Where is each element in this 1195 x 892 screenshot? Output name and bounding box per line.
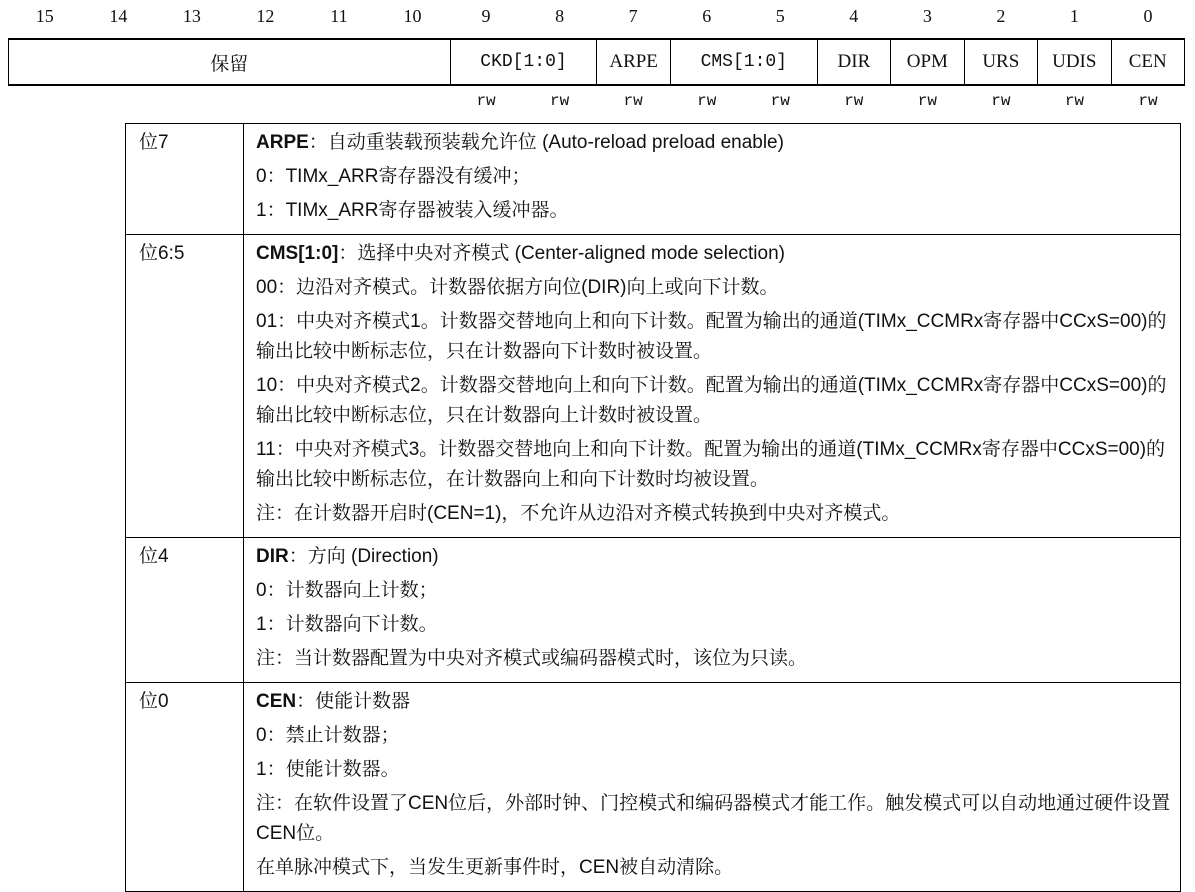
access-cell: rw bbox=[917, 92, 937, 110]
bit-title: ：自动重装载预装载允许位 (Auto-reload preload enable) bbox=[308, 132, 784, 153]
description-line: 1：使能计数器。 bbox=[256, 759, 400, 780]
bit-description-table bbox=[125, 123, 1181, 892]
field-dir: DIR bbox=[817, 40, 890, 84]
access-cell: rw bbox=[1138, 92, 1158, 110]
bit-number: 13 bbox=[182, 6, 201, 26]
description-line: 0：禁止计数器； bbox=[256, 725, 400, 746]
access-cell: rw bbox=[770, 92, 790, 110]
bit-number: 11 bbox=[330, 6, 348, 26]
access-cell: rw bbox=[476, 92, 496, 110]
bit-description bbox=[244, 683, 1181, 892]
bit-number: 3 bbox=[922, 6, 932, 26]
bit-position: 位0 bbox=[126, 683, 244, 892]
access-cell bbox=[8, 92, 82, 114]
access-row bbox=[8, 92, 1185, 114]
bit-name: CMS[1:0] bbox=[256, 243, 339, 264]
bit-number: 1 bbox=[1069, 6, 1079, 26]
field-arpe: ARPE bbox=[596, 40, 669, 84]
bit-number: 6 bbox=[702, 6, 712, 26]
access-cell: rw bbox=[1064, 92, 1085, 110]
access-cell: rw bbox=[550, 92, 570, 110]
description-line: 在单脉冲模式下，当发生更新事件时，CEN被自动清除。 bbox=[256, 857, 734, 878]
table-row bbox=[126, 683, 1181, 892]
bit-description bbox=[244, 124, 1181, 235]
bit-position: 位7 bbox=[126, 124, 244, 235]
access-cell bbox=[302, 92, 376, 114]
bit-heading bbox=[256, 128, 1172, 158]
bit-number: 4 bbox=[849, 6, 859, 26]
description-line: 注：当计数器配置为中央对齐模式或编码器模式时，该位为只读。 bbox=[256, 648, 808, 669]
access-cell bbox=[376, 92, 450, 114]
field-urs: URS bbox=[964, 40, 1037, 84]
access-cell bbox=[155, 92, 229, 114]
access-cell: rw bbox=[623, 92, 643, 110]
description-line: 0：计数器向上计数； bbox=[256, 580, 438, 601]
bit-number: 7 bbox=[628, 6, 638, 26]
bit-name: DIR bbox=[256, 546, 289, 567]
bit-name: CEN bbox=[256, 691, 297, 712]
description-line: 注：在软件设置了CEN位后，外部时钟、门控模式和编码器模式才能工作。触发模式可以自动地通过硬件设置CEN位。 bbox=[256, 793, 1171, 844]
table-row bbox=[126, 124, 1181, 235]
bit-title: ：使能计数器 bbox=[296, 691, 411, 712]
bit-number: 10 bbox=[403, 6, 422, 26]
bit-heading bbox=[256, 542, 1172, 572]
bit-title: ：方向 (Direction) bbox=[288, 546, 439, 567]
description-line: 11：中央对齐模式3。计数器交替地向上和向下计数。配置为输出的通道(TIMx_CCMRx寄存器中CCxS=00)的输出比较中断标志位，在计数器向上和向下计数时均被设置。 bbox=[256, 439, 1166, 490]
bit-heading bbox=[256, 687, 1172, 717]
bit-number: 12 bbox=[256, 6, 275, 26]
access-cell bbox=[82, 92, 156, 114]
description-line: 1：计数器向下计数。 bbox=[256, 614, 438, 635]
bit-number: 5 bbox=[775, 6, 785, 26]
description-line: 1：TIMx_ARR寄存器被装入缓冲器。 bbox=[256, 200, 569, 221]
bit-description bbox=[244, 235, 1181, 538]
field-udis: UDIS bbox=[1037, 40, 1110, 84]
description-line: 01：中央对齐模式1。计数器交替地向上和向下计数。配置为输出的通道(TIMx_CCMRx寄存器中CCxS=00)的输出比较中断标志位，只在计数器向下计数时被设置。 bbox=[256, 311, 1167, 362]
bit-number: 2 bbox=[996, 6, 1006, 26]
bit-description bbox=[244, 538, 1181, 683]
bit-number: 0 bbox=[1143, 6, 1153, 26]
bit-position: 位4 bbox=[126, 538, 244, 683]
access-cell: rw bbox=[844, 92, 864, 110]
bit-number: 8 bbox=[555, 6, 565, 26]
access-cell: rw bbox=[991, 92, 1011, 110]
bit-heading bbox=[256, 239, 1172, 269]
bit-number: 14 bbox=[109, 6, 128, 26]
table-row bbox=[126, 235, 1181, 538]
bit-number-row bbox=[8, 6, 1185, 28]
description-line: 0：TIMx_ARR寄存器没有缓冲； bbox=[256, 166, 531, 187]
bit-number: 9 bbox=[481, 6, 491, 26]
bit-position: 位6:5 bbox=[126, 235, 244, 538]
description-line: 注：在计数器开启时(CEN=1)，不允许从边沿对齐模式转换到中央对齐模式。 bbox=[256, 503, 901, 524]
field-ckd: CKD[1:0] bbox=[450, 40, 597, 84]
bit-title: ：选择中央对齐模式 (Center-aligned mode selection) bbox=[338, 243, 785, 264]
register-field-box bbox=[8, 38, 1185, 86]
field-cen: CEN bbox=[1111, 40, 1184, 84]
access-cell: rw bbox=[697, 92, 717, 110]
description-line: 10：中央对齐模式2。计数器交替地向上和向下计数。配置为输出的通道(TIMx_CCMRx寄存器中CCxS=00)的输出比较中断标志位，只在计数器向上计数时被设置。 bbox=[256, 375, 1167, 426]
field-opm: OPM bbox=[890, 40, 963, 84]
field-cms: CMS[1:0] bbox=[670, 40, 817, 84]
field-reserved: 保留 bbox=[210, 53, 249, 75]
bit-name: ARPE bbox=[256, 132, 309, 153]
access-cell bbox=[229, 92, 303, 114]
description-line: 00：边沿对齐模式。计数器依据方向位(DIR)向上或向下计数。 bbox=[256, 277, 779, 298]
table-row bbox=[126, 538, 1181, 683]
bit-number: 15 bbox=[35, 6, 54, 26]
